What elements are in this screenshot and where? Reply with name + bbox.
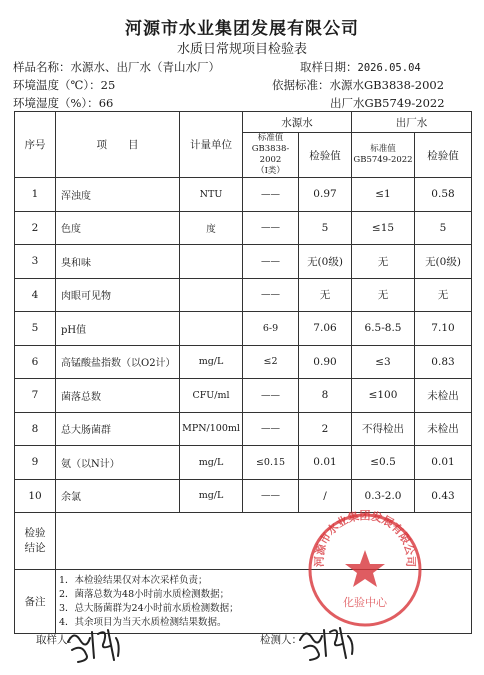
seal-dept-text: 化验中心: [343, 596, 387, 609]
cell-src-std: ——: [243, 479, 299, 513]
cell-out-val: 0.01: [415, 446, 472, 480]
cell-src-std: ——: [243, 178, 299, 212]
basis-outlet-value: 出厂水GB5749-2022: [330, 96, 445, 110]
humidity-label: 环境湿度（%）：: [13, 96, 99, 110]
sample-date-row: [300, 59, 421, 75]
cell-item: 臭和味: [56, 245, 180, 279]
company-title: 河源市水业集团发展有限公司: [125, 19, 359, 39]
official-seal: [305, 510, 425, 630]
cell-no: 2: [15, 211, 56, 245]
header-item: 项 目: [56, 112, 180, 178]
remark-line: 3．总大肠菌群为24小时前水质检测数据；: [59, 602, 239, 614]
cell-item: 菌落总数: [56, 379, 180, 413]
inspector-signature: [296, 618, 358, 664]
cell-unit: [180, 245, 243, 279]
cell-src-std: ——: [243, 211, 299, 245]
cell-src-val: 7.06: [299, 312, 352, 346]
cell-out-std: 不得检出: [352, 412, 415, 446]
cell-src-val: 0.90: [299, 345, 352, 379]
cell-src-val: 2: [299, 412, 352, 446]
cell-unit: NTU: [180, 178, 243, 212]
cell-out-std: ≤3: [352, 345, 415, 379]
cell-out-val: 0.83: [415, 345, 472, 379]
cell-src-std: ≤0.15: [243, 446, 299, 480]
cell-src-std: ——: [243, 245, 299, 279]
temperature-value: 25: [100, 78, 116, 92]
cell-src-val: 8: [299, 379, 352, 413]
cell-out-val: 未检出: [415, 379, 472, 413]
cell-unit: CFU/ml: [180, 379, 243, 413]
cell-item: 氨（以N计）: [56, 446, 180, 480]
remark-line: 4．其余项目为当天水质检测结果数据。: [59, 616, 227, 628]
cell-no: 4: [15, 278, 56, 312]
cell-no: 3: [15, 245, 56, 279]
cell-out-std: 无: [352, 278, 415, 312]
table-row: [15, 211, 472, 245]
sample-name-value: 水源水、出厂水（青山水厂）: [70, 60, 220, 74]
cell-src-val: 无(0级): [299, 245, 352, 279]
conclusion-label: 检验 结论: [15, 513, 56, 570]
cell-item: 总大肠菌群: [56, 412, 180, 446]
cell-item: 浑浊度: [56, 178, 180, 212]
sampler-label: 取样人：: [36, 634, 78, 646]
cell-no: 1: [15, 178, 56, 212]
cell-out-std: 0.3-2.0: [352, 479, 415, 513]
cell-src-val: /: [299, 479, 352, 513]
basis-source-value: 水源水GB3838-2002: [329, 78, 445, 92]
cell-out-std: 6.5-8.5: [352, 312, 415, 346]
basis-label: 依据标准：: [272, 78, 330, 92]
header-outlet-standard-line1: 标准值: [370, 144, 396, 154]
cell-out-std: ≤0.5: [352, 446, 415, 480]
cell-unit: [180, 278, 243, 312]
cell-src-std: ——: [243, 379, 299, 413]
cell-out-val: 7.10: [415, 312, 472, 346]
seal-org-text: 河源市水业集团发展有限公司: [312, 510, 418, 568]
temperature-row: [13, 77, 115, 93]
cell-src-std: 6-9: [243, 312, 299, 346]
header-outlet-water: 出厂水: [352, 112, 472, 133]
cell-unit: MPN/100ml: [180, 412, 243, 446]
inspector-label: 检测人：: [260, 634, 302, 646]
cell-out-std: ≤100: [352, 379, 415, 413]
table-row: [15, 278, 472, 312]
header-source-result: 检验值: [299, 133, 352, 178]
basis-row: [272, 77, 444, 93]
sample-name-label: 样品名称：: [13, 60, 71, 74]
cell-src-val: 无: [299, 278, 352, 312]
sampler-signature: [64, 620, 124, 666]
header-no: 序号: [15, 112, 56, 178]
header-source-standard-line3: （Ⅰ类）: [256, 166, 285, 176]
cell-unit: [180, 312, 243, 346]
cell-out-val: 未检出: [415, 412, 472, 446]
cell-out-val: 无: [415, 278, 472, 312]
cell-out-std: 无: [352, 245, 415, 279]
header-source-standard: [243, 133, 299, 178]
table-row: [15, 379, 472, 413]
header-outlet-standard-line2: GB5749-2022: [353, 155, 413, 165]
temperature-label: 环境温度（℃）：: [13, 78, 101, 92]
cell-out-val: 0.58: [415, 178, 472, 212]
cell-no: 6: [15, 345, 56, 379]
header-source-standard-line2: GB3838-2002: [251, 144, 290, 165]
header-source-standard-line1: 标准值: [257, 133, 284, 143]
cell-src-val: 0.01: [299, 446, 352, 480]
cell-item: 肉眼可见物: [56, 278, 180, 312]
cell-no: 8: [15, 412, 56, 446]
table-row: [15, 178, 472, 212]
sample-date-label: 取样日期：: [300, 60, 358, 74]
cell-out-val: 5: [415, 211, 472, 245]
table-row: [15, 446, 472, 480]
remark-line: 1．本检验结果仅对本次采样负责；: [59, 574, 208, 586]
remark-line: 2．菌落总数为48小时前水质检测数据；: [59, 588, 230, 600]
cell-item: 高锰酸盐指数（以O2计）: [56, 345, 180, 379]
cell-unit: 度: [180, 211, 243, 245]
cell-src-std: ——: [243, 278, 299, 312]
cell-out-std: ≤15: [352, 211, 415, 245]
remarks-label: 备注: [15, 570, 56, 634]
sample-date-value: 2026.05.04: [357, 62, 421, 74]
cell-out-val: 无(0级): [415, 245, 472, 279]
cell-item: 余氯: [56, 479, 180, 513]
table-row: [15, 245, 472, 279]
cell-item: 色度: [56, 211, 180, 245]
cell-out-std: ≤1: [352, 178, 415, 212]
humidity-value: 66: [98, 96, 114, 110]
cell-src-val: 5: [299, 211, 352, 245]
cell-unit: mg/L: [180, 479, 243, 513]
cell-no: 7: [15, 379, 56, 413]
cell-unit: mg/L: [180, 345, 243, 379]
cell-no: 10: [15, 479, 56, 513]
form-subtitle: 水质日常规项目检验表: [176, 42, 307, 57]
cell-no: 5: [15, 312, 56, 346]
sample-name-row: [13, 59, 220, 75]
cell-src-val: 0.97: [299, 178, 352, 212]
cell-item: pH值: [56, 312, 180, 346]
cell-no: 9: [15, 446, 56, 480]
header-outlet-standard: [352, 133, 415, 178]
humidity-row: [13, 95, 113, 111]
header-source-water: 水源水: [243, 112, 352, 133]
cell-unit: mg/L: [180, 446, 243, 480]
cell-out-val: 0.43: [415, 479, 472, 513]
table-row: [15, 312, 472, 346]
table-row: [15, 412, 472, 446]
header-unit: 计量单位: [180, 112, 243, 178]
table-row: [15, 345, 472, 379]
cell-src-std: ——: [243, 412, 299, 446]
cell-src-std: ≤2: [243, 345, 299, 379]
table-row: [15, 479, 472, 513]
header-outlet-result: 检验值: [415, 133, 472, 178]
